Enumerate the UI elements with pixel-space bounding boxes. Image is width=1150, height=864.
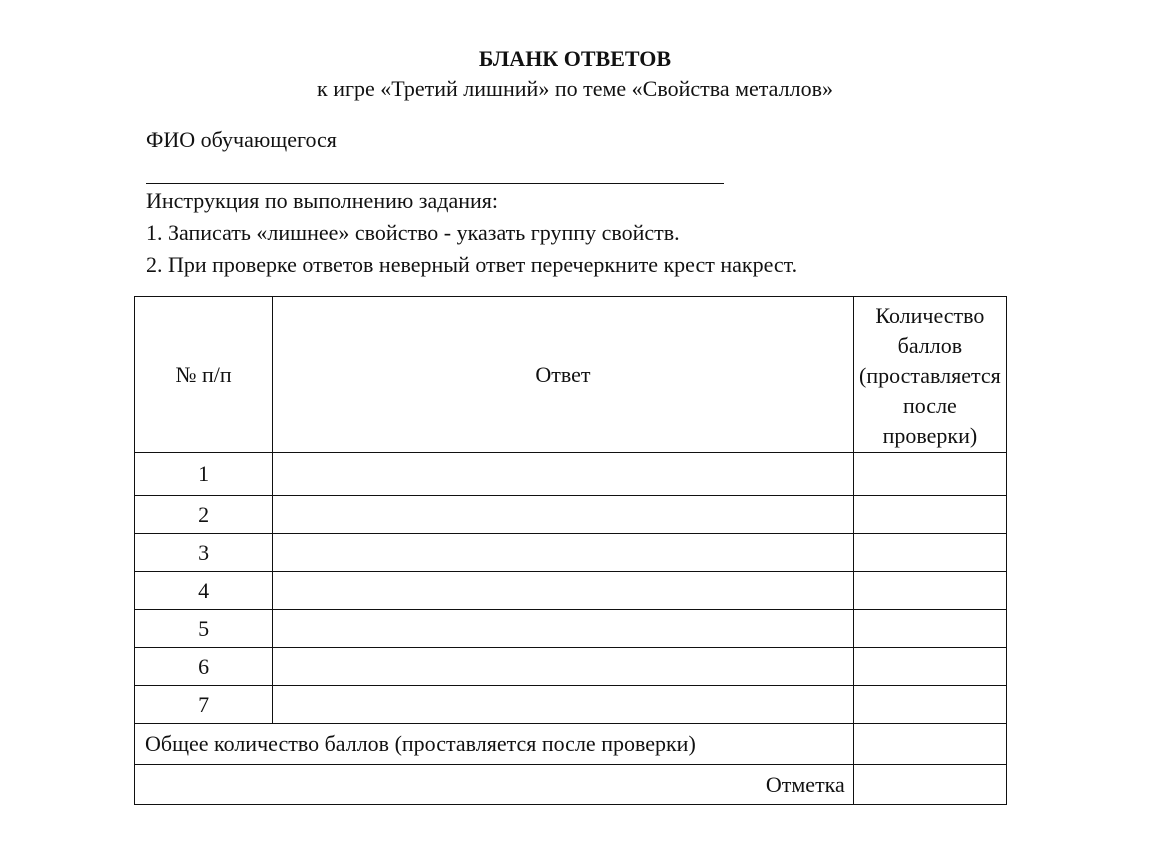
mark-cell[interactable] <box>853 765 1006 805</box>
score-cell[interactable] <box>853 686 1006 724</box>
header-answer: Ответ <box>273 297 854 453</box>
table-row <box>135 610 1007 648</box>
row-number: 3 <box>135 534 273 572</box>
answer-cell[interactable] <box>273 534 854 572</box>
table-row <box>135 572 1007 610</box>
instruction-item-2: 2. При проверке ответов неверный ответ перечеркните крест накрест. <box>146 252 798 277</box>
row-number: 7 <box>135 686 273 724</box>
total-score-label: Общее количество баллов (проставляется после проверки) <box>135 724 854 765</box>
mark-label: Отметка <box>135 765 854 805</box>
row-number: 1 <box>135 453 273 496</box>
answer-cell[interactable] <box>273 572 854 610</box>
table-row <box>135 453 1007 496</box>
score-cell[interactable] <box>853 648 1006 686</box>
total-score-cell[interactable] <box>853 724 1006 765</box>
student-name-label: ФИО обучающегося <box>146 127 337 152</box>
table-header-row <box>135 297 1007 453</box>
answer-cell[interactable] <box>273 610 854 648</box>
table-row <box>135 496 1007 534</box>
form-subtitle: к игре «Третий лишний» по теме «Свойства металлов» <box>317 76 833 101</box>
row-number: 4 <box>135 572 273 610</box>
header-score: Количество баллов (проставляется после проверки) <box>853 297 1006 453</box>
score-cell[interactable] <box>853 572 1006 610</box>
student-name-field[interactable] <box>146 183 724 184</box>
score-cell[interactable] <box>853 534 1006 572</box>
answers-table <box>134 296 1007 805</box>
instructions-title: Инструкция по выполнению задания: <box>146 188 498 213</box>
row-number: 6 <box>135 648 273 686</box>
table-row <box>135 686 1007 724</box>
score-cell[interactable] <box>853 610 1006 648</box>
table-row <box>135 648 1007 686</box>
answer-cell[interactable] <box>273 686 854 724</box>
answer-cell[interactable] <box>273 496 854 534</box>
score-cell[interactable] <box>853 496 1006 534</box>
mark-row <box>135 765 1007 805</box>
row-number: 5 <box>135 610 273 648</box>
answer-cell[interactable] <box>273 648 854 686</box>
score-cell[interactable] <box>853 453 1006 496</box>
total-row <box>135 724 1007 765</box>
form-title: БЛАНК ОТВЕТОВ <box>478 46 672 71</box>
row-number: 2 <box>135 496 273 534</box>
table-row <box>135 534 1007 572</box>
header-number: № п/п <box>135 297 273 453</box>
instruction-item-1: 1. Записать «лишнее» свойство - указать группу свойств. <box>146 220 680 245</box>
answer-cell[interactable] <box>273 453 854 496</box>
